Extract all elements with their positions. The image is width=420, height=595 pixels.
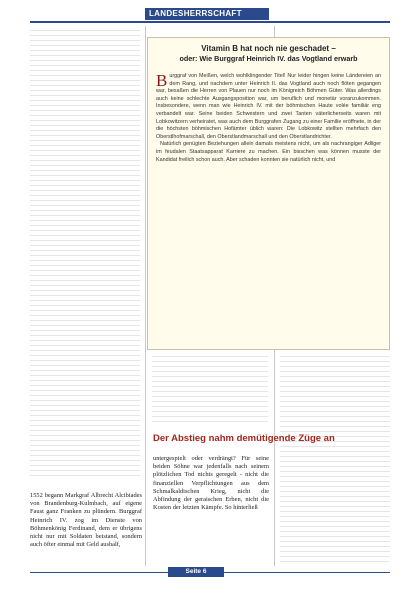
article-headline: Der Abstieg nahm demütigende Züge an [153, 433, 335, 444]
column-divider-left [145, 26, 146, 566]
info-box-paragraph-2: Natürlich genügten Beziehungen allein damals meistens nicht, um als nachrangiger Adliger im feudalen Staatsapparat Karriere zu machen. Ein bisschen was können musste der Kandidat freilich schon auch. Aber schaden konnten sie natürlich nicht, und [156, 141, 381, 163]
left-column-text: 1552 begann Markgraf Albrecht Alcibiades von Brandenburg-Kulmbach, auf eigene Faust ganz Franken zu plündern. Burggraf Heinrich IV. zog im Dienste von Böhmenkönig Ferdinand, dem er übrigens nicht nur mit Soldaten beistand, sondern auch öfter einmal mit Geld aushalf, [30, 492, 142, 549]
header-rule [30, 21, 390, 23]
info-box-subtitle: oder: Wie Burggraf Heinrich IV. das Vogtland erwarb [179, 54, 358, 63]
middle-column-text: untergespielt oder verdrängt? Für seine beiden Söhne war jedenfalls nach seinem plötzlichen Tod nichts geregelt - nicht die finanziellen Verpflichtungen aus dem Schmalkaldischen Krieg, nicht die Abfindung der geraischen Erben, nicht die Kosten der letzten Kämpfe. So hinterließ [153, 455, 269, 512]
page-number-tab: Seite 6 [168, 567, 224, 577]
info-box [147, 37, 390, 350]
info-box-body [156, 73, 381, 164]
drop-cap: B [156, 71, 168, 90]
info-box-title: Vitamin B hat noch nie geschadet – [201, 44, 336, 53]
info-box-paragraph-1 [156, 73, 381, 141]
faded-text-column-right [280, 356, 390, 566]
faded-text-column-middle [152, 356, 268, 426]
info-box-paragraph-1-text: urggraf von Meißen, welch wohlklingender Titel! Nur leider hingen keine Ländereien an dem Rang, und nachdem unter Heinrich II. das Vogtland auch noch flöten gegangen war, besaßen die Herren von Plauen nur noch im Königreich Böhmen Güter. Was allerdings auch keine schlechte Ausgangsposition war, um beruflich und monetär voranzukommen. Insbesondere, wenn man wie Heinrich IV. mit der böhmischen Haute volée familiär eng verbandelt war. Seine beiden Schwestern und zwei Tanten väterlicherseits waren mit Lobkowitzern verheiratet, was auch dem Burggrafen Zugang zu einer Familie eröffnete, in der die höchsten böhmischen Hofämter üblich waren: Die Lobkowitz stellten mehrfach den Oberstlhofmarschall, den Oberstlandmarschall und den Oberstlandrichter. [156, 73, 381, 140]
faded-text-column-left [30, 30, 140, 480]
section-header-tab: LANDESHERRSCHAFT [145, 8, 269, 20]
